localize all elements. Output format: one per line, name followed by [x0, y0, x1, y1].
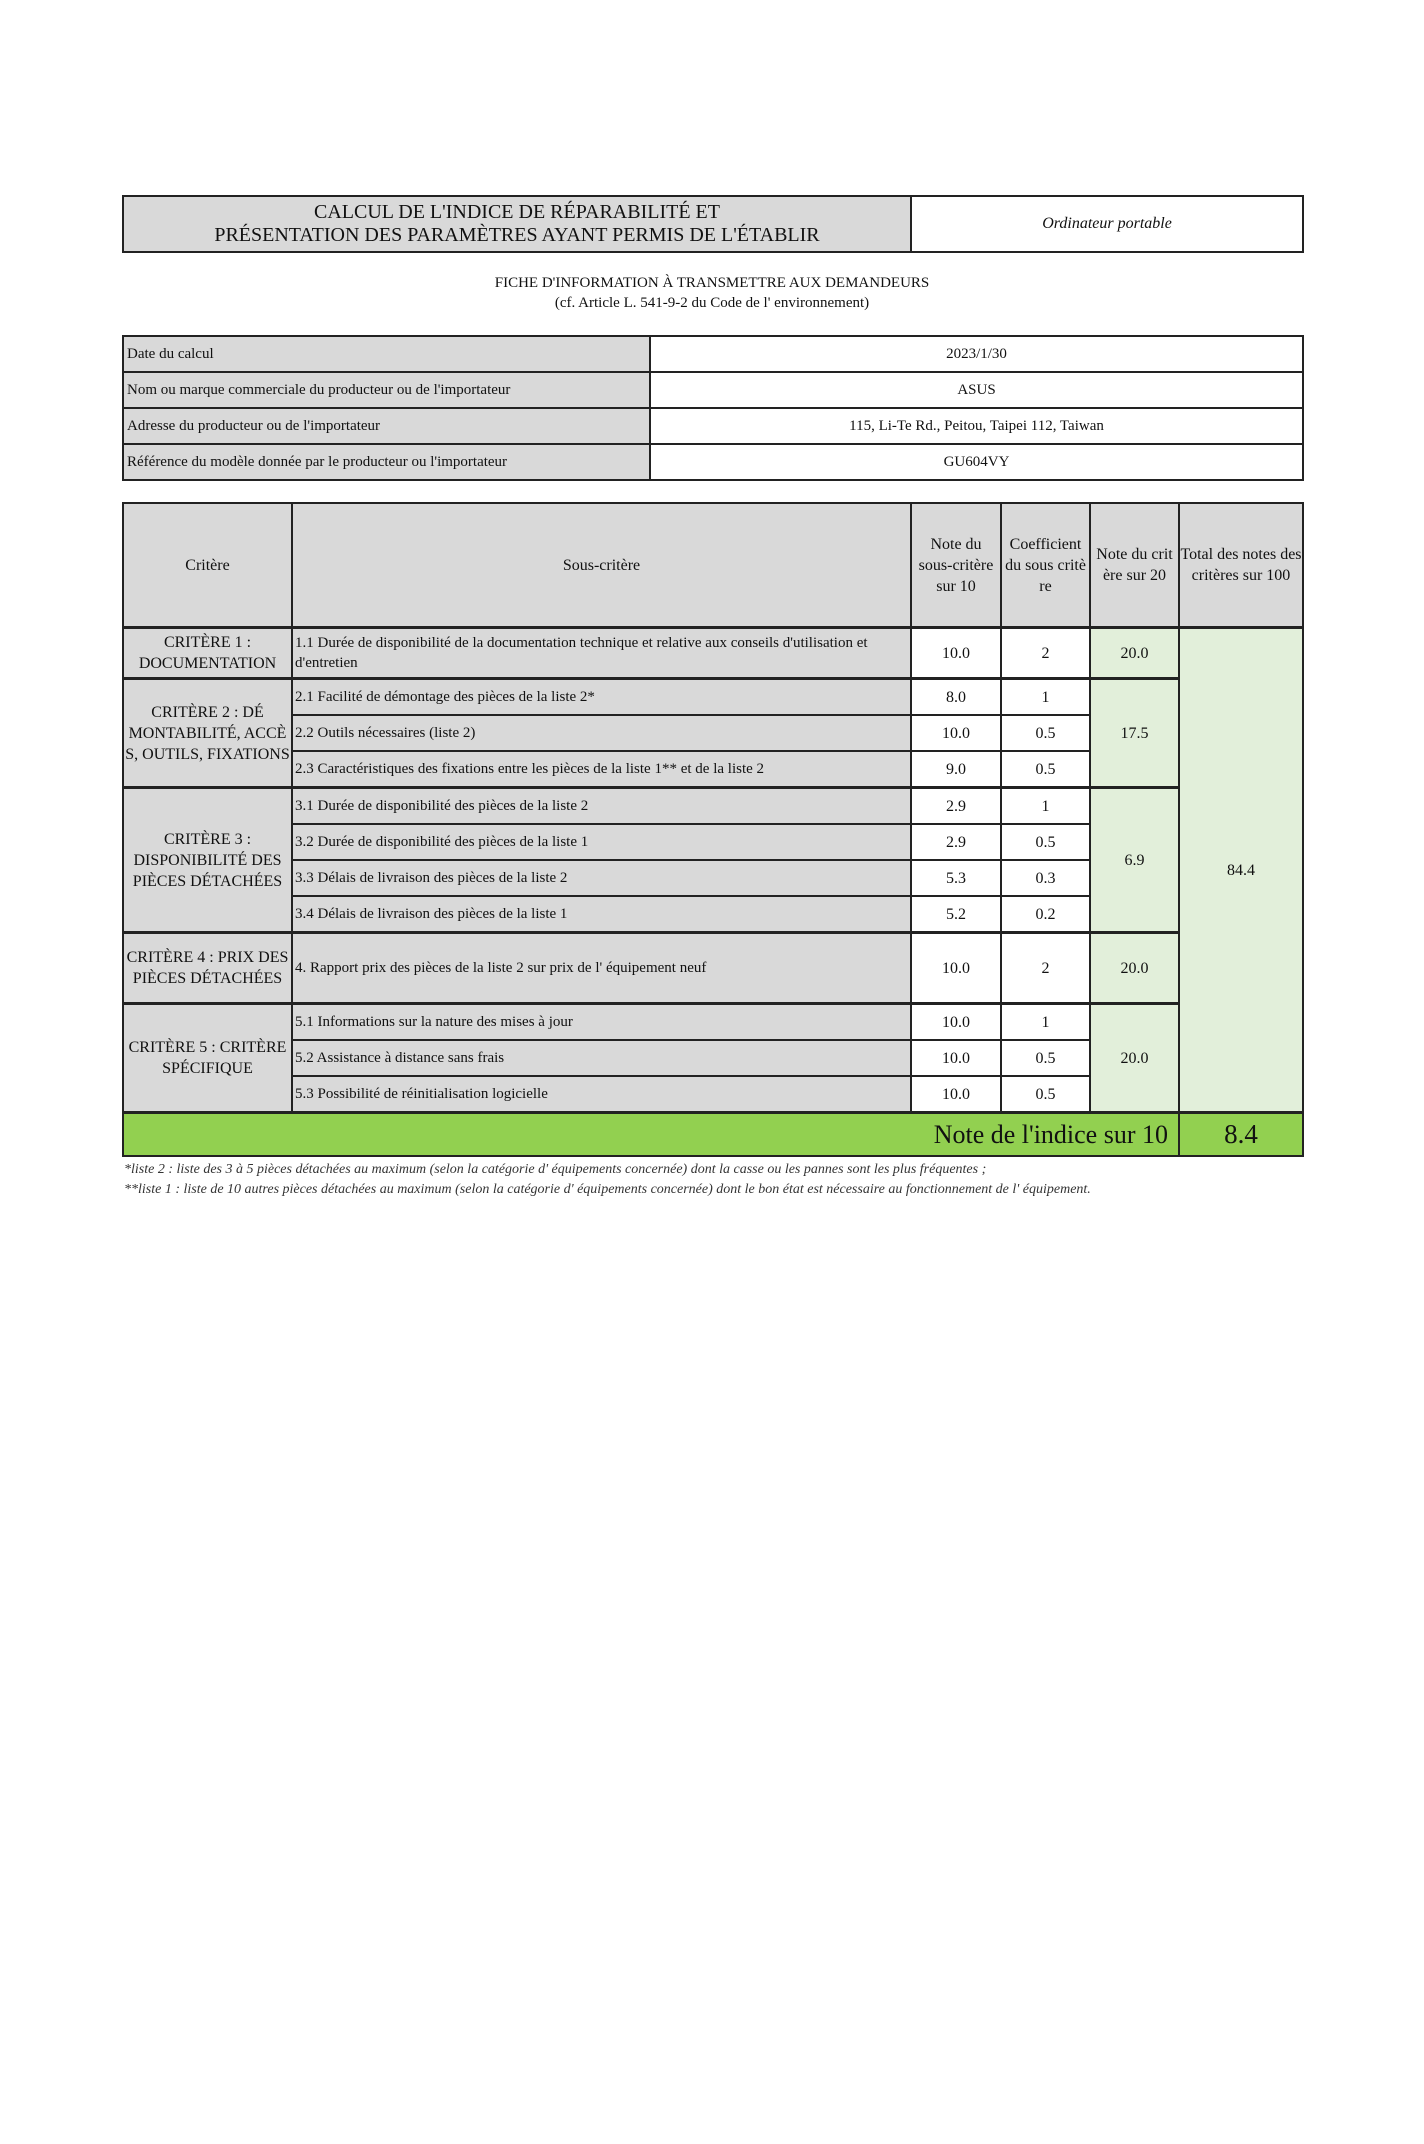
criterion-3-name: CRITÈRE 3 : DISPONIBILITÉ DES PIÈCES DÉTACHÉES — [123, 788, 292, 933]
sub-criterion-note: 2.9 — [911, 824, 1001, 860]
sub-criterion-label: 3.4 Délais de livraison des pièces de la liste 1 — [292, 896, 911, 933]
sub-criterion-note: 9.0 — [911, 751, 1001, 788]
sub-criterion-coef: 0.5 — [1001, 751, 1090, 788]
product-category: Ordinateur portable — [911, 196, 1303, 252]
info-row — [123, 372, 1303, 408]
column-header-coefficient: Coefficient du sous critè re — [1001, 503, 1090, 628]
column-header-total: Total des notes des critères sur 100 — [1179, 503, 1303, 628]
sub-criterion-coef: 0.2 — [1001, 896, 1090, 933]
document-title — [123, 196, 911, 252]
sub-criterion-coef: 0.5 — [1001, 1040, 1090, 1076]
column-header-note-critere: Note du crit ère sur 20 — [1090, 503, 1179, 628]
sub-criterion-label: 2.2 Outils nécessaires (liste 2) — [292, 715, 911, 751]
info-value: 2023/1/30 — [650, 336, 1303, 372]
criterion-4-score: 20.0 — [1090, 933, 1179, 1004]
criterion-5-name: CRITÈRE 5 : CRITÈRE SPÉCIFIQUE — [123, 1004, 292, 1113]
score-table — [122, 502, 1304, 1157]
final-index-value: 8.4 — [1179, 1113, 1303, 1157]
sub-criterion-label: 4. Rapport prix des pièces de la liste 2 sur prix de l' équipement neuf — [292, 933, 911, 1004]
criterion-4-name: CRITÈRE 4 : PRIX DES PIÈCES DÉTACHÉES — [123, 933, 292, 1004]
sub-criterion-note: 10.0 — [911, 933, 1001, 1004]
title-line-2: PRÉSENTATION DES PARAMÈTRES AYANT PERMIS DE L'ÉTABLIR — [214, 224, 820, 246]
sub-criterion-label: 5.2 Assistance à distance sans frais — [292, 1040, 911, 1076]
info-row — [123, 444, 1303, 480]
sub-criterion-label: 5.1 Informations sur la nature des mises à jour — [292, 1004, 911, 1041]
info-table — [122, 335, 1304, 481]
sub-criterion-coef: 1 — [1001, 788, 1090, 825]
sub-criterion-label: 3.2 Durée de disponibilité des pièces de la liste 1 — [292, 824, 911, 860]
sub-criterion-note: 10.0 — [911, 1040, 1001, 1076]
criterion-2-score: 17.5 — [1090, 679, 1179, 788]
title-line-1: CALCUL DE L'INDICE DE RÉPARABILITÉ ET — [314, 201, 720, 223]
table-row — [123, 628, 1303, 679]
total-score: 84.4 — [1179, 628, 1303, 1113]
info-row — [123, 408, 1303, 444]
sub-criterion-note: 10.0 — [911, 628, 1001, 679]
final-row — [123, 1113, 1303, 1157]
info-label: Référence du modèle donnée par le producteur ou l'importateur — [123, 444, 650, 480]
final-index-label: Note de l'indice sur 10 — [123, 1113, 1179, 1157]
sub-criterion-note: 8.0 — [911, 679, 1001, 716]
sub-criterion-label: 3.1 Durée de disponibilité des pièces de la liste 2 — [292, 788, 911, 825]
sub-criterion-coef: 0.5 — [1001, 824, 1090, 860]
sub-criterion-label: 3.3 Délais de livraison des pièces de la liste 2 — [292, 860, 911, 896]
sub-criterion-note: 10.0 — [911, 1076, 1001, 1113]
table-row — [123, 679, 1303, 716]
footnotes — [124, 1160, 1314, 1200]
criterion-1-score: 20.0 — [1090, 628, 1179, 679]
sub-criterion-coef: 1 — [1001, 679, 1090, 716]
sub-criterion-coef: 2 — [1001, 628, 1090, 679]
table-row — [123, 788, 1303, 825]
sub-criterion-note: 2.9 — [911, 788, 1001, 825]
fiche-line-2: (cf. Article L. 541-9-2 du Code de l' environnement) — [554, 295, 870, 311]
criterion-1-name: CRITÈRE 1 : DOCUMENTATION — [123, 628, 292, 679]
sub-criterion-label: 2.1 Facilité de démontage des pièces de la liste 2* — [292, 679, 911, 716]
footnote-liste-1: **liste 1 : liste de 10 autres pièces détachées au maximum (selon la catégorie d' équipements concernée) dont le bon état est nécessaire au fonctionnement de l' équipement. — [124, 1182, 1091, 1197]
footnote-liste-2: *liste 2 : liste des 3 à 5 pièces détachées au maximum (selon la catégorie d' équipements concernée) dont la casse ou les pannes sont les plus fréquentes ; — [124, 1162, 987, 1177]
sub-criterion-note: 5.3 — [911, 860, 1001, 896]
sub-criterion-note: 5.2 — [911, 896, 1001, 933]
sub-criterion-note: 10.0 — [911, 715, 1001, 751]
column-header-note: Note du sous-critère sur 10 — [911, 503, 1001, 628]
criterion-3-score: 6.9 — [1090, 788, 1179, 933]
fiche-line-1: FICHE D'INFORMATION À TRANSMETTRE AUX DEMANDEURS — [494, 275, 930, 291]
sub-criterion-coef: 1 — [1001, 1004, 1090, 1041]
sub-criterion-coef: 0.5 — [1001, 715, 1090, 751]
title-table — [122, 195, 1304, 253]
info-label: Nom ou marque commerciale du producteur ou de l'importateur — [123, 372, 650, 408]
sub-criterion-note: 10.0 — [911, 1004, 1001, 1041]
column-header-sous-critere: Sous-critère — [292, 503, 911, 628]
info-value: ASUS — [650, 372, 1303, 408]
info-row — [123, 336, 1303, 372]
info-value: 115, Li-Te Rd., Peitou, Taipei 112, Taiwan — [650, 408, 1303, 444]
info-label: Adresse du producteur ou de l'importateur — [123, 408, 650, 444]
fiche-heading — [122, 273, 1302, 313]
sub-criterion-label: 5.3 Possibilité de réinitialisation logicielle — [292, 1076, 911, 1113]
info-label: Date du calcul — [123, 336, 650, 372]
sub-criterion-coef: 2 — [1001, 933, 1090, 1004]
criterion-2-name: CRITÈRE 2 : DÉ MONTABILITÉ, ACCÈ S, OUTILS, FIXATIONS — [123, 679, 292, 788]
table-row — [123, 933, 1303, 1004]
table-row — [123, 1004, 1303, 1041]
column-header-critere: Critère — [123, 503, 292, 628]
sub-criterion-coef: 0.5 — [1001, 1076, 1090, 1113]
sub-criterion-coef: 0.3 — [1001, 860, 1090, 896]
sub-criterion-label: 2.3 Caractéristiques des fixations entre les pièces de la liste 1** et de la liste 2 — [292, 751, 911, 788]
info-value: GU604VY — [650, 444, 1303, 480]
sub-criterion-label: 1.1 Durée de disponibilité de la documentation technique et relative aux conseils d'utilisation et d'entretien — [292, 628, 911, 679]
criterion-5-score: 20.0 — [1090, 1004, 1179, 1113]
